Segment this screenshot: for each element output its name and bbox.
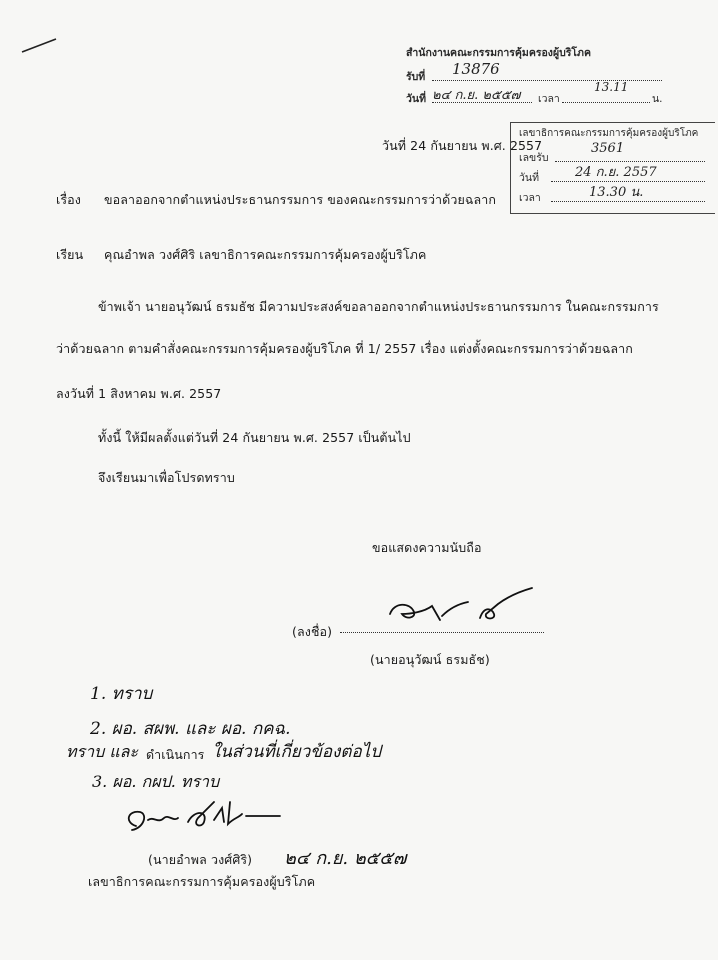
receiving-stamp-received-label: รับที่ [406,71,426,83]
to-label: เรียน [56,247,84,262]
signer-name: (นายอนุวัฒน์ ธรมธัช) [370,652,490,667]
receiving-stamp-date-label: วันที่ [406,93,426,105]
signer-signature [380,584,540,634]
approver-title: เลขาธิการคณะกรรมการคุ้มครองผู้บริโภค [88,874,316,889]
body-line-3: ลงวันที่ 1 สิงหาคม พ.ศ. 2557 [56,386,222,401]
receiving-stamp-office: สำนักงานคณะกรรมการคุ้มครองผู้บริโภค [406,47,591,59]
subject-label: เรื่อง [56,192,81,207]
secretary-stamp-time-label: เวลา [519,192,541,204]
annotation-line-2: 2. ผอ. สผพ. และ ผอ. กคฉ. [90,719,291,739]
receiving-stamp-received-no: 13876 [452,60,500,78]
secretary-stamp-received-label: เลขรับ [519,152,549,164]
annotation-line-3b: ในส่วนที่เกี่ยวข้องต่อไป [212,742,382,762]
to-text: คุณอำพล วงศ์ศิริ เลขาธิการคณะกรรมการคุ้มครองผู้บริโภค [104,247,427,262]
approver-date: ๒๔ ก.ย. ๒๕๕๗ [284,848,407,869]
receiving-stamp-time-value: 13.11 [594,80,629,94]
approver-signature [118,796,288,846]
receiving-stamp-date-value: ๒๔ ก.ย. ๒๕๕๗ [432,88,521,103]
body-line-1: ข้าพเจ้า นายอนุวัฒน์ ธรมธัช มีความประสงค์ขอลาออกจากตำแหน่งประธานกรรมการ ในคณะกรรมการ [98,299,659,314]
salutation: ขอแสดงความนับถือ [372,540,482,555]
effective-line: ทั้งนี้ ให้มีผลตั้งแต่วันที่ 24 กันยายน พ.ศ. 2557 เป็นต้นไป [98,430,411,445]
subject-text: ขอลาออกจากตำแหน่งประธานกรรมการ ของคณะกรรมการว่าด้วยฉลาก [104,192,497,207]
receiving-stamp-time-line [562,102,650,103]
secretary-stamp [510,122,715,214]
secretary-stamp-date-value: 24 ก.ย. 2557 [575,165,657,180]
secretary-stamp-title: เลขาธิการคณะกรรมการคุ้มครองผู้บริโภค [519,128,699,139]
receiving-stamp-time-label: เวลา [538,93,560,105]
secretary-stamp-date-label: วันที่ [519,172,539,184]
letter-date: วันที่ 24 กันยายน พ.ศ. 2557 [382,138,543,153]
annotation-line-4: 3. ผอ. กผป. ทราบ [92,772,220,791]
sign-label: (ลงชื่อ) [292,624,333,639]
approver-name: (นายอำพล วงศ์ศิริ) [148,852,253,867]
annotation-line-3a: ทราบ และ [66,742,139,761]
pen-mark [20,36,60,56]
secretary-stamp-time-value: 13.30 น. [589,185,644,200]
receiving-stamp-time-suffix: น. [652,93,663,105]
annotation-line-3-typed: ดำเนินการ [146,747,205,762]
secretary-stamp-received-no: 3561 [591,141,625,156]
annotation-line-1: 1. ทราบ [90,684,153,704]
closing-request: จึงเรียนมาเพื่อโปรดทราบ [98,470,235,485]
body-line-2: ว่าด้วยฉลาก ตามคำสั่งคณะกรรมการคุ้มครองผู้บริโภค ที่ 1/ 2557 เรื่อง แต่งตั้งคณะกรรมการว่าด้วยฉลาก [56,341,633,356]
